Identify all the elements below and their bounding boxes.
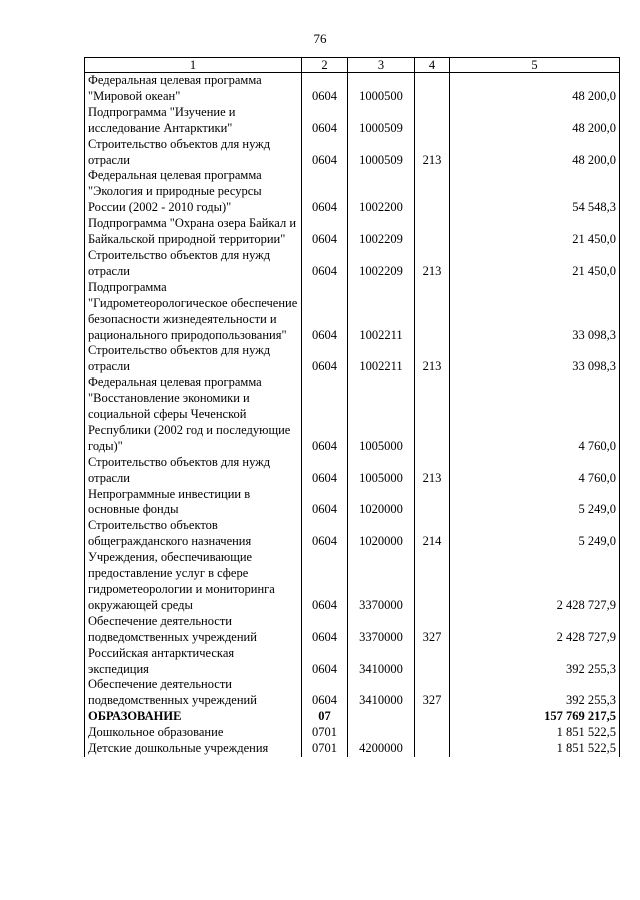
row-section-cell: 0604 <box>302 455 348 487</box>
row-section-cell: 07 <box>302 709 348 725</box>
row-amount-cell: 1 851 522,5 <box>450 741 620 757</box>
row-section-cell: 0604 <box>302 677 348 709</box>
row-type-cell: 214 <box>415 518 450 550</box>
row-section-cell: 0604 <box>302 343 348 375</box>
table-row <box>85 709 620 725</box>
table-row <box>85 455 620 487</box>
row-section-cell: 0604 <box>302 518 348 550</box>
row-name-cell: Обеспечение деятельности подведомственных учреждений <box>85 614 302 646</box>
row-type-cell <box>415 550 450 614</box>
table-row <box>85 487 620 519</box>
row-type-cell: 327 <box>415 677 450 709</box>
row-target-cell: 1005000 <box>348 455 415 487</box>
row-target-cell: 3410000 <box>348 677 415 709</box>
table-row <box>85 725 620 741</box>
row-section-cell: 0604 <box>302 216 348 248</box>
row-name-cell: ОБРАЗОВАНИЕ <box>85 709 302 725</box>
row-name-cell: Подпрограмма "Гидрометеорологическое обеспечение безопасности жизнедеятельности и рационального природопользования" <box>85 280 302 344</box>
row-amount-cell: 4 760,0 <box>450 455 620 487</box>
row-name-cell: Федеральная целевая программа "Мировой океан" <box>85 73 302 105</box>
row-amount-cell: 5 249,0 <box>450 518 620 550</box>
table-row <box>85 518 620 550</box>
row-type-cell <box>415 709 450 725</box>
row-target-cell: 1000509 <box>348 105 415 137</box>
row-name-cell: Российская антарктическая экспедиция <box>85 646 302 678</box>
column-header: 1 <box>85 58 302 73</box>
row-target-cell: 1020000 <box>348 518 415 550</box>
row-name-cell: Федеральная целевая программа "Восстановление экономики и социальной сферы Чеченской Республики (2002 год и последующие годы)" <box>85 375 302 455</box>
row-type-cell <box>415 105 450 137</box>
row-type-cell: 213 <box>415 137 450 169</box>
row-name-cell: Федеральная целевая программа "Экология и природные ресурсы России (2002 - 2010 годы)" <box>85 168 302 216</box>
row-section-cell: 0701 <box>302 741 348 757</box>
row-name-cell: Подпрограмма "Изучение и исследование Антарктики" <box>85 105 302 137</box>
row-name-cell: Обеспечение деятельности подведомственных учреждений <box>85 677 302 709</box>
table-row <box>85 105 620 137</box>
row-amount-cell: 2 428 727,9 <box>450 550 620 614</box>
row-section-cell: 0604 <box>302 550 348 614</box>
row-name-cell: Строительство объектов для нужд отрасли <box>85 343 302 375</box>
row-target-cell: 1002211 <box>348 343 415 375</box>
row-name-cell: Строительство объектов общегражданского назначения <box>85 518 302 550</box>
row-target-cell: 3370000 <box>348 550 415 614</box>
row-section-cell: 0604 <box>302 105 348 137</box>
table-row <box>85 343 620 375</box>
row-amount-cell: 392 255,3 <box>450 677 620 709</box>
row-type-cell <box>415 168 450 216</box>
row-type-cell <box>415 375 450 455</box>
table-row <box>85 614 620 646</box>
row-name-cell: Строительство объектов для нужд отрасли <box>85 455 302 487</box>
row-target-cell: 1002200 <box>348 168 415 216</box>
row-type-cell <box>415 216 450 248</box>
budget-table <box>84 57 620 757</box>
row-section-cell: 0604 <box>302 487 348 519</box>
row-section-cell: 0604 <box>302 137 348 169</box>
row-target-cell: 1002209 <box>348 248 415 280</box>
table-row <box>85 677 620 709</box>
column-header: 5 <box>450 58 620 73</box>
row-amount-cell: 21 450,0 <box>450 216 620 248</box>
row-amount-cell: 33 098,3 <box>450 280 620 344</box>
row-amount-cell: 54 548,3 <box>450 168 620 216</box>
row-target-cell: 3410000 <box>348 646 415 678</box>
row-amount-cell: 4 760,0 <box>450 375 620 455</box>
row-amount-cell: 48 200,0 <box>450 105 620 137</box>
row-name-cell: Строительство объектов для нужд отрасли <box>85 137 302 169</box>
row-type-cell <box>415 280 450 344</box>
row-amount-cell: 33 098,3 <box>450 343 620 375</box>
table-row <box>85 73 620 105</box>
row-section-cell: 0604 <box>302 168 348 216</box>
row-name-cell: Дошкольное образование <box>85 725 302 741</box>
table-row <box>85 375 620 455</box>
row-target-cell: 4200000 <box>348 741 415 757</box>
table-row <box>85 137 620 169</box>
page-number: 76 <box>313 31 327 46</box>
row-target-cell: 1002209 <box>348 216 415 248</box>
row-amount-cell: 157 769 217,5 <box>450 709 620 725</box>
row-amount-cell: 2 428 727,9 <box>450 614 620 646</box>
row-target-cell <box>348 725 415 741</box>
table-row <box>85 248 620 280</box>
row-type-cell <box>415 646 450 678</box>
row-amount-cell: 48 200,0 <box>450 137 620 169</box>
row-amount-cell: 21 450,0 <box>450 248 620 280</box>
table-body <box>85 73 620 757</box>
row-type-cell: 327 <box>415 614 450 646</box>
column-header: 3 <box>348 58 415 73</box>
row-target-cell: 1020000 <box>348 487 415 519</box>
row-name-cell: Непрограммные инвестиции в основные фонды <box>85 487 302 519</box>
row-type-cell: 213 <box>415 248 450 280</box>
row-amount-cell: 1 851 522,5 <box>450 725 620 741</box>
row-section-cell: 0604 <box>302 248 348 280</box>
column-header: 2 <box>302 58 348 73</box>
row-amount-cell: 392 255,3 <box>450 646 620 678</box>
table-row <box>85 280 620 344</box>
row-amount-cell: 5 249,0 <box>450 487 620 519</box>
row-type-cell <box>415 487 450 519</box>
table-row <box>85 168 620 216</box>
row-amount-cell: 48 200,0 <box>450 73 620 105</box>
table-row <box>85 646 620 678</box>
table-row <box>85 216 620 248</box>
row-section-cell: 0701 <box>302 725 348 741</box>
row-type-cell: 213 <box>415 455 450 487</box>
table-row <box>85 741 620 757</box>
table-header-row <box>85 58 620 73</box>
row-type-cell <box>415 725 450 741</box>
row-section-cell: 0604 <box>302 646 348 678</box>
row-target-cell: 1002211 <box>348 280 415 344</box>
row-target-cell: 1005000 <box>348 375 415 455</box>
column-header: 4 <box>415 58 450 73</box>
row-name-cell: Подпрограмма "Охрана озера Байкал и Байкальской природной территории" <box>85 216 302 248</box>
row-name-cell: Детские дошкольные учреждения <box>85 741 302 757</box>
row-section-cell: 0604 <box>302 73 348 105</box>
table-row <box>85 550 620 614</box>
row-name-cell: Учреждения, обеспечивающие предоставление услуг в сфере гидрометеорологии и мониторинга окружающей среды <box>85 550 302 614</box>
row-target-cell: 1000500 <box>348 73 415 105</box>
row-target-cell: 3370000 <box>348 614 415 646</box>
row-name-cell: Строительство объектов для нужд отрасли <box>85 248 302 280</box>
row-target-cell: 1000509 <box>348 137 415 169</box>
row-section-cell: 0604 <box>302 280 348 344</box>
row-type-cell: 213 <box>415 343 450 375</box>
row-type-cell <box>415 73 450 105</box>
row-type-cell <box>415 741 450 757</box>
row-section-cell: 0604 <box>302 375 348 455</box>
row-target-cell <box>348 709 415 725</box>
row-section-cell: 0604 <box>302 614 348 646</box>
